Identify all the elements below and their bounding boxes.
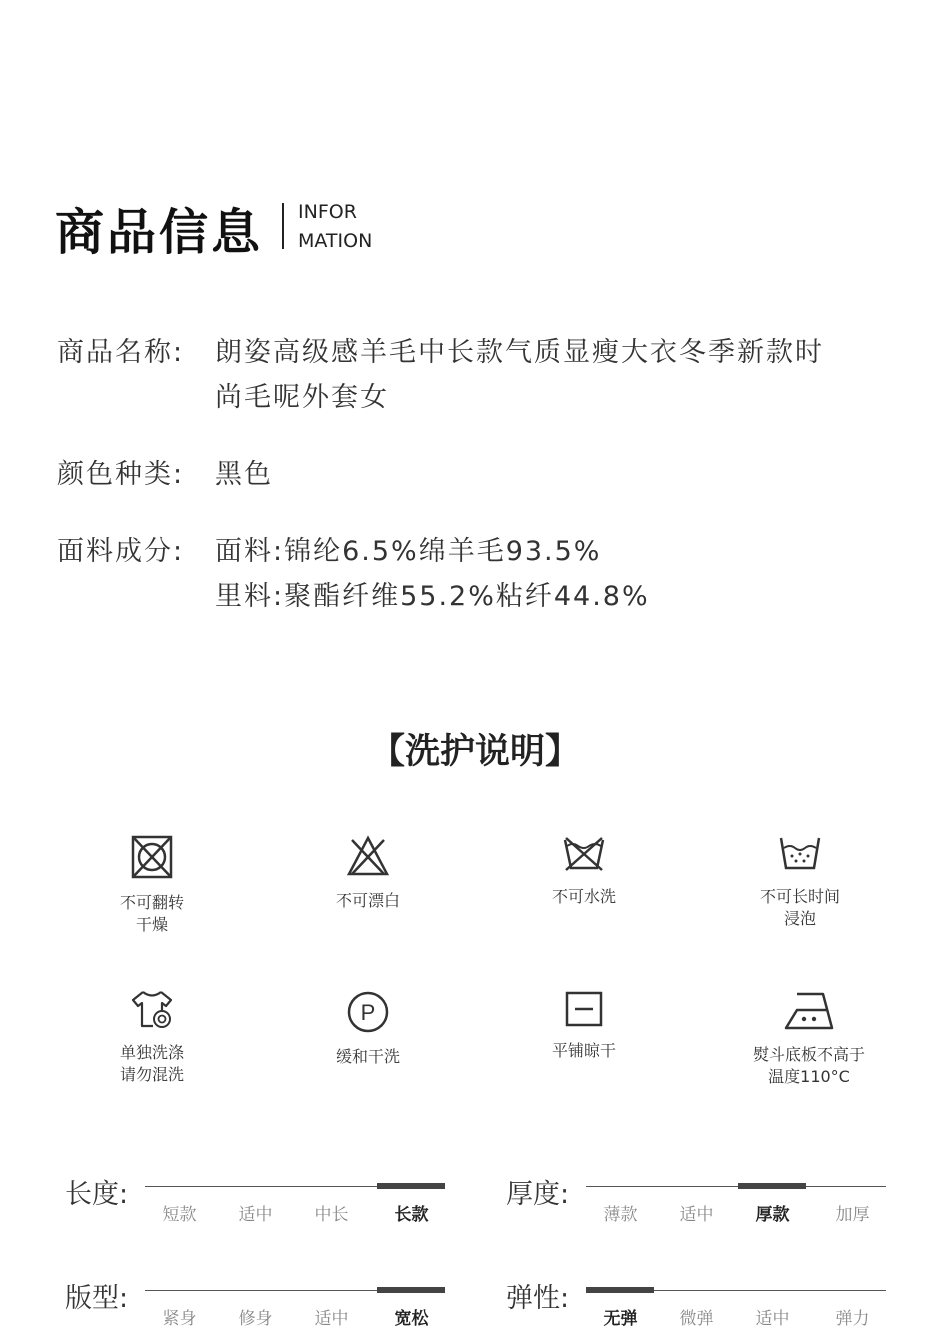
- section-subtitle: [298, 198, 372, 256]
- care-caption: [268, 1046, 468, 1068]
- fit-scale: [65, 1276, 455, 1336]
- product-name-line2: 尚毛呢外套女: [215, 382, 389, 413]
- length-label: 长度:: [65, 1179, 129, 1210]
- caption-line1: 平铺晾干: [551, 1041, 616, 1060]
- product-name-line1: 朗姿高级感羊毛中长款气质显瘦大衣冬季新款时: [215, 337, 824, 368]
- care-caption: [484, 1040, 684, 1062]
- svg-text:P: P: [360, 1000, 376, 1025]
- scale-track: [586, 1186, 886, 1187]
- scale-option: 弹力: [835, 1309, 870, 1329]
- caption-line1: 不可水洗: [551, 887, 616, 906]
- scale-option-selected: 长款: [394, 1205, 429, 1225]
- caption-line1: 单独洗涤: [119, 1043, 184, 1062]
- caption-line1: 不可漂白: [335, 891, 400, 910]
- elasticity-scale: [506, 1276, 896, 1336]
- caption-line1: 熨斗底板不高于: [752, 1045, 865, 1064]
- care-item-no-long-soak: [700, 834, 900, 930]
- thickness-label: 厚度:: [506, 1179, 570, 1210]
- caption-line2: 干燥: [135, 915, 168, 934]
- no-bleach-icon: [346, 834, 390, 878]
- care-caption: [484, 886, 684, 908]
- dry-flat-icon: [564, 990, 604, 1028]
- scale-marker: [377, 1183, 445, 1189]
- scale-option: 适中: [238, 1205, 273, 1225]
- care-item-wash-separately: [52, 988, 252, 1086]
- scale-option: 紧身: [162, 1309, 197, 1329]
- scale-track: [586, 1290, 886, 1291]
- care-item-gentle-dry-clean: [268, 990, 468, 1068]
- scale-option: 适中: [679, 1205, 714, 1225]
- thickness-scale: [506, 1172, 896, 1232]
- section-title: 商品信息: [55, 204, 264, 261]
- scale-option: 适中: [314, 1309, 349, 1329]
- no-wash-icon: [562, 834, 606, 874]
- scale-option-selected: 宽松: [394, 1309, 429, 1329]
- scale-option: 加厚: [835, 1205, 870, 1225]
- scale-option: 短款: [162, 1205, 197, 1225]
- caption-line1: 不可翻转: [119, 893, 184, 912]
- elasticity-label: 弹性:: [506, 1283, 570, 1314]
- scale-option-selected: 无弹: [603, 1309, 638, 1329]
- fabric-lining: 里料:聚酯纤维55.2%粘纤44.8%: [215, 581, 650, 612]
- care-item-no-wash: [484, 834, 684, 908]
- subtitle-line1: INFOR: [298, 201, 357, 223]
- color-label: 颜色种类:: [57, 459, 185, 490]
- subtitle-line2: MATION: [298, 230, 373, 252]
- product-name-label: 商品名称:: [57, 337, 185, 368]
- fabric-outer: 面料:锦纶6.5%绵羊毛93.5%: [215, 536, 602, 567]
- fabric-value: [215, 529, 905, 619]
- scale-marker: [377, 1287, 445, 1293]
- care-item-dry-flat: [484, 990, 684, 1062]
- title-divider: [282, 203, 284, 249]
- fabric-label: 面料成分:: [57, 536, 185, 567]
- scale-option: 适中: [755, 1309, 790, 1329]
- wash-separately-icon: [129, 988, 175, 1030]
- care-caption: [709, 1044, 909, 1088]
- scale-option: 中长: [314, 1205, 349, 1225]
- caption-line1: 缓和干洗: [335, 1047, 400, 1066]
- care-caption: [700, 886, 900, 930]
- caption-line2: 温度110°C: [768, 1067, 850, 1086]
- no-long-soak-icon: [778, 834, 822, 874]
- caption-line2: 请勿混洗: [119, 1065, 184, 1084]
- length-scale: [65, 1172, 455, 1232]
- scale-option: 薄款: [603, 1205, 638, 1225]
- care-title: 【洗护说明】: [369, 732, 580, 772]
- care-item-iron-medium: [709, 990, 909, 1088]
- scale-track: [145, 1290, 445, 1291]
- scale-option: 微弹: [679, 1309, 714, 1329]
- scale-option-selected: 厚款: [755, 1205, 790, 1225]
- fit-label: 版型:: [65, 1283, 129, 1314]
- scale-track: [145, 1186, 445, 1187]
- iron-medium-icon: [783, 990, 835, 1032]
- scale-marker: [586, 1287, 654, 1293]
- product-name-value: [215, 330, 905, 420]
- scale-option: 修身: [238, 1309, 273, 1329]
- scale-marker: [738, 1183, 806, 1189]
- caption-line1: 不可长时间: [759, 887, 840, 906]
- care-caption: [52, 1042, 252, 1086]
- care-item-no-bleach: [268, 834, 468, 912]
- care-caption: [268, 890, 468, 912]
- gentle-dry-clean-icon: [346, 990, 390, 1034]
- no-tumble-dry-icon: [130, 834, 174, 880]
- care-item-no-tumble-dry: [52, 834, 252, 936]
- color-value: 黑色: [215, 459, 273, 490]
- care-caption: [52, 892, 252, 936]
- caption-line2: 浸泡: [783, 909, 816, 928]
